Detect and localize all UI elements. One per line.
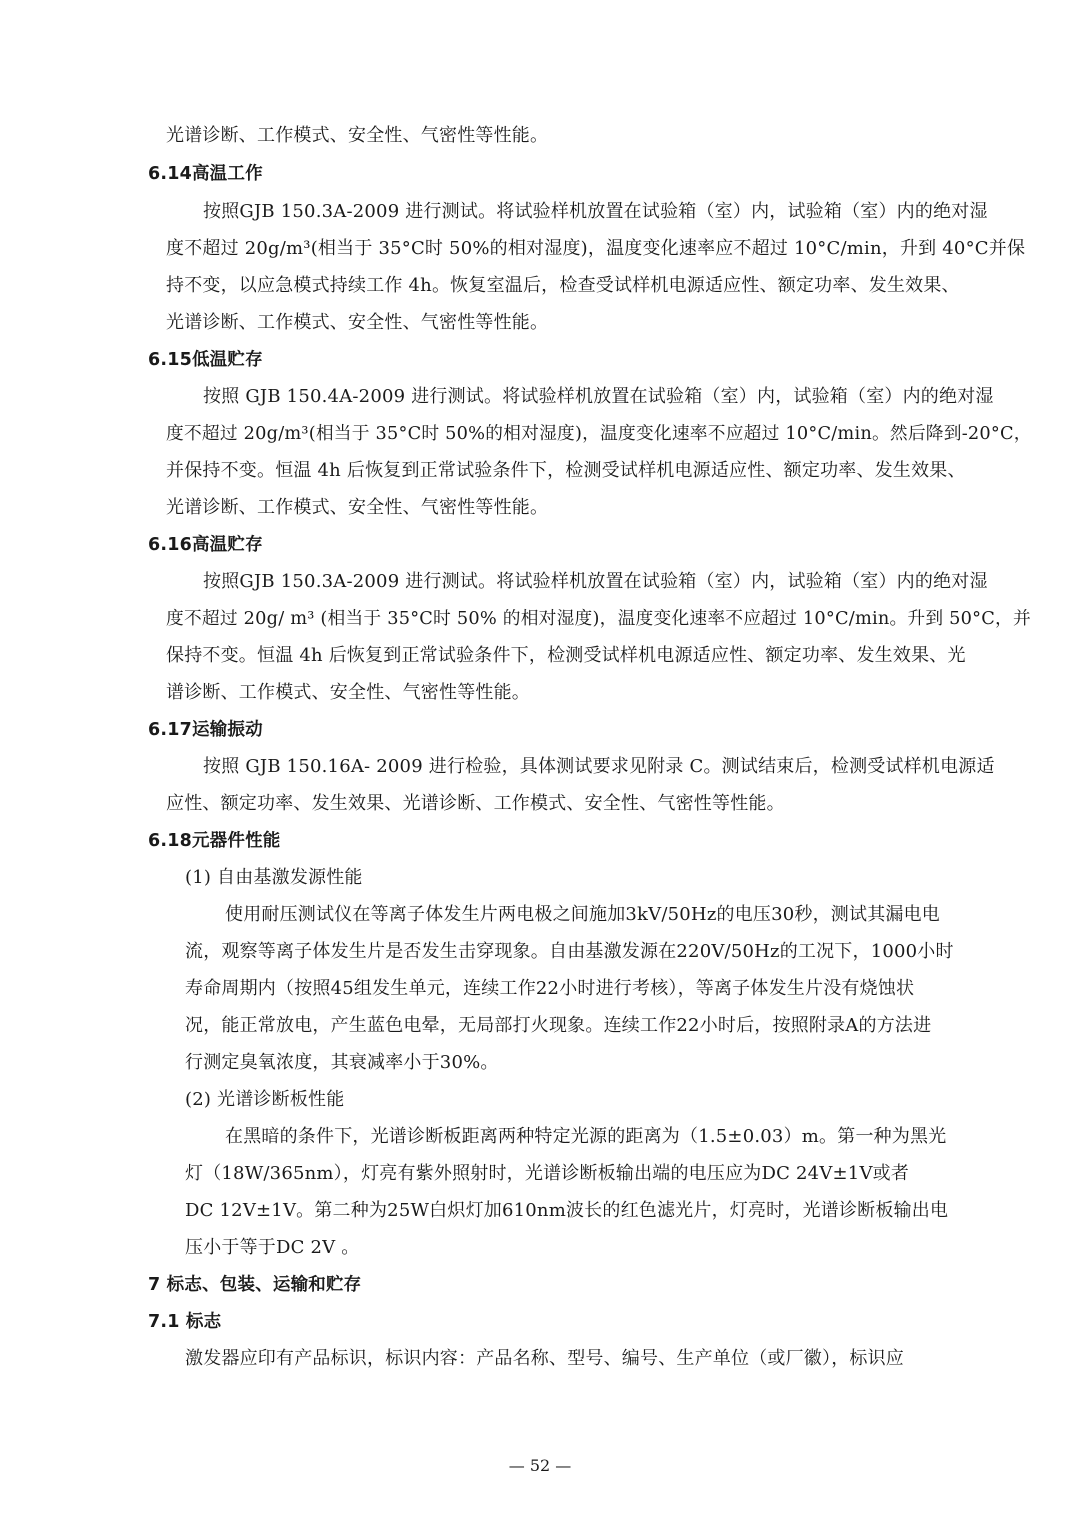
section-heading-6-15: 6.15低温贮存: [148, 350, 263, 370]
text-line: 压小于等于DC 2V 。: [185, 1237, 360, 1258]
subsection-heading: (1) 自由基激发源性能: [185, 867, 363, 888]
text-line: 应性、额定功率、发生效果、光谱诊断、工作模式、安全性、气密性等性能。: [166, 793, 785, 814]
text-line: 寿命周期内（按照45组发生单元，连续工作22小时进行考核），等离子体发生片没有烧蚀状: [185, 978, 915, 999]
text-line: 灯（18W/365nm），灯亮有紫外照射时，光谱诊断板输出端的电压应为DC 24V±1V或者: [185, 1163, 910, 1184]
text-line: 度不超过 20g/m³(相当于 35°C时 50%的相对湿度)，温度变化速率应不超过 10°C/min，升到 40°C并保: [166, 238, 1026, 259]
text-line: 度不超过 20g/ m³ (相当于 35°C时 50% 的相对湿度)，温度变化速率不应超过 10°C/min。升到 50°C，并: [166, 609, 1031, 629]
text-line: 光谱诊断、工作模式、安全性、气密性等性能。: [166, 312, 549, 333]
chapter-heading-7: 7 标志、包装、运输和贮存: [148, 1275, 362, 1295]
text-line: 谱诊断、工作模式、安全性、气密性等性能。: [166, 682, 530, 703]
text-line: 按照 GJB 150.4A-2009 进行测试。将试验样机放置在试验箱（室）内，试验箱（室）内的绝对湿: [203, 386, 994, 407]
text-line: 度不超过 20g/m³(相当于 35°C时 50%的相对湿度)，温度变化速率不应超过 10°C/min。然后降到-20°C，: [166, 424, 1032, 444]
text-line: 流，观察等离子体发生片是否发生击穿现象。自由基激发源在220V/50Hz的工况下，1000小时: [185, 941, 954, 962]
section-heading-7-1: 7.1 标志: [148, 1312, 222, 1332]
text-line: 光谱诊断、工作模式、安全性、气密性等性能。: [166, 497, 549, 518]
text-line: 按照GJB 150.3A-2009 进行测试。将试验样机放置在试验箱（室）内，试验箱（室）内的绝对湿: [203, 201, 988, 222]
text-line: 按照 GJB 150.16A- 2009 进行检验，具体测试要求见附录 C。测试结束后，检测受试样机电源适: [203, 756, 995, 777]
text-line: DC 12V±1V。第二种为25W白炽灯加610nm波长的红色滤光片，灯亮时，光谱诊断板输出电: [185, 1200, 949, 1221]
text-line: 况，能正常放电，产生蓝色电晕，无局部打火现象。连续工作22小时后，按照附录A的方法进: [185, 1015, 932, 1036]
text-line: 在黑暗的条件下，光谱诊断板距离两种特定光源的距离为（1.5±0.03）m。第一种为黑光: [225, 1126, 947, 1147]
text-line: 按照GJB 150.3A-2009 进行测试。将试验样机放置在试验箱（室）内，试验箱（室）内的绝对湿: [203, 571, 988, 592]
text-line: 行测定臭氧浓度，其衰减率小于30%。: [185, 1052, 499, 1073]
section-heading-6-17: 6.17运输振动: [148, 720, 263, 740]
section-heading-6-14: 6.14高温工作: [148, 164, 263, 184]
text-line: 使用耐压测试仪在等离子体发生片两电极之间施加3kV/50Hz的电压30秒，测试其漏电电: [225, 904, 941, 925]
text-line: 并保持不变。恒温 4h 后恢复到正常试验条件下，检测受试样机电源适应性、额定功率、发生效果、: [166, 460, 966, 481]
page-number: — 52 —: [508, 1456, 572, 1475]
section-heading-6-16: 6.16高温贮存: [148, 535, 263, 555]
text-line: 光谱诊断、工作模式、安全性、气密性等性能。: [166, 125, 549, 146]
text-line: 持不变，以应急模式持续工作 4h。恢复室温后，检查受试样机电源适应性、额定功率、发生效果、: [166, 275, 960, 296]
text-line: 保持不变。恒温 4h 后恢复到正常试验条件下，检测受试样机电源适应性、额定功率、发生效果、光: [166, 645, 966, 666]
section-heading-6-18: 6.18元器件性能: [148, 831, 281, 851]
subsection-heading: (2) 光谱诊断板性能: [185, 1089, 345, 1110]
text-line: 激发器应印有产品标识，标识内容：产品名称、型号、编号、生产单位（或厂徽），标识应: [185, 1348, 904, 1369]
